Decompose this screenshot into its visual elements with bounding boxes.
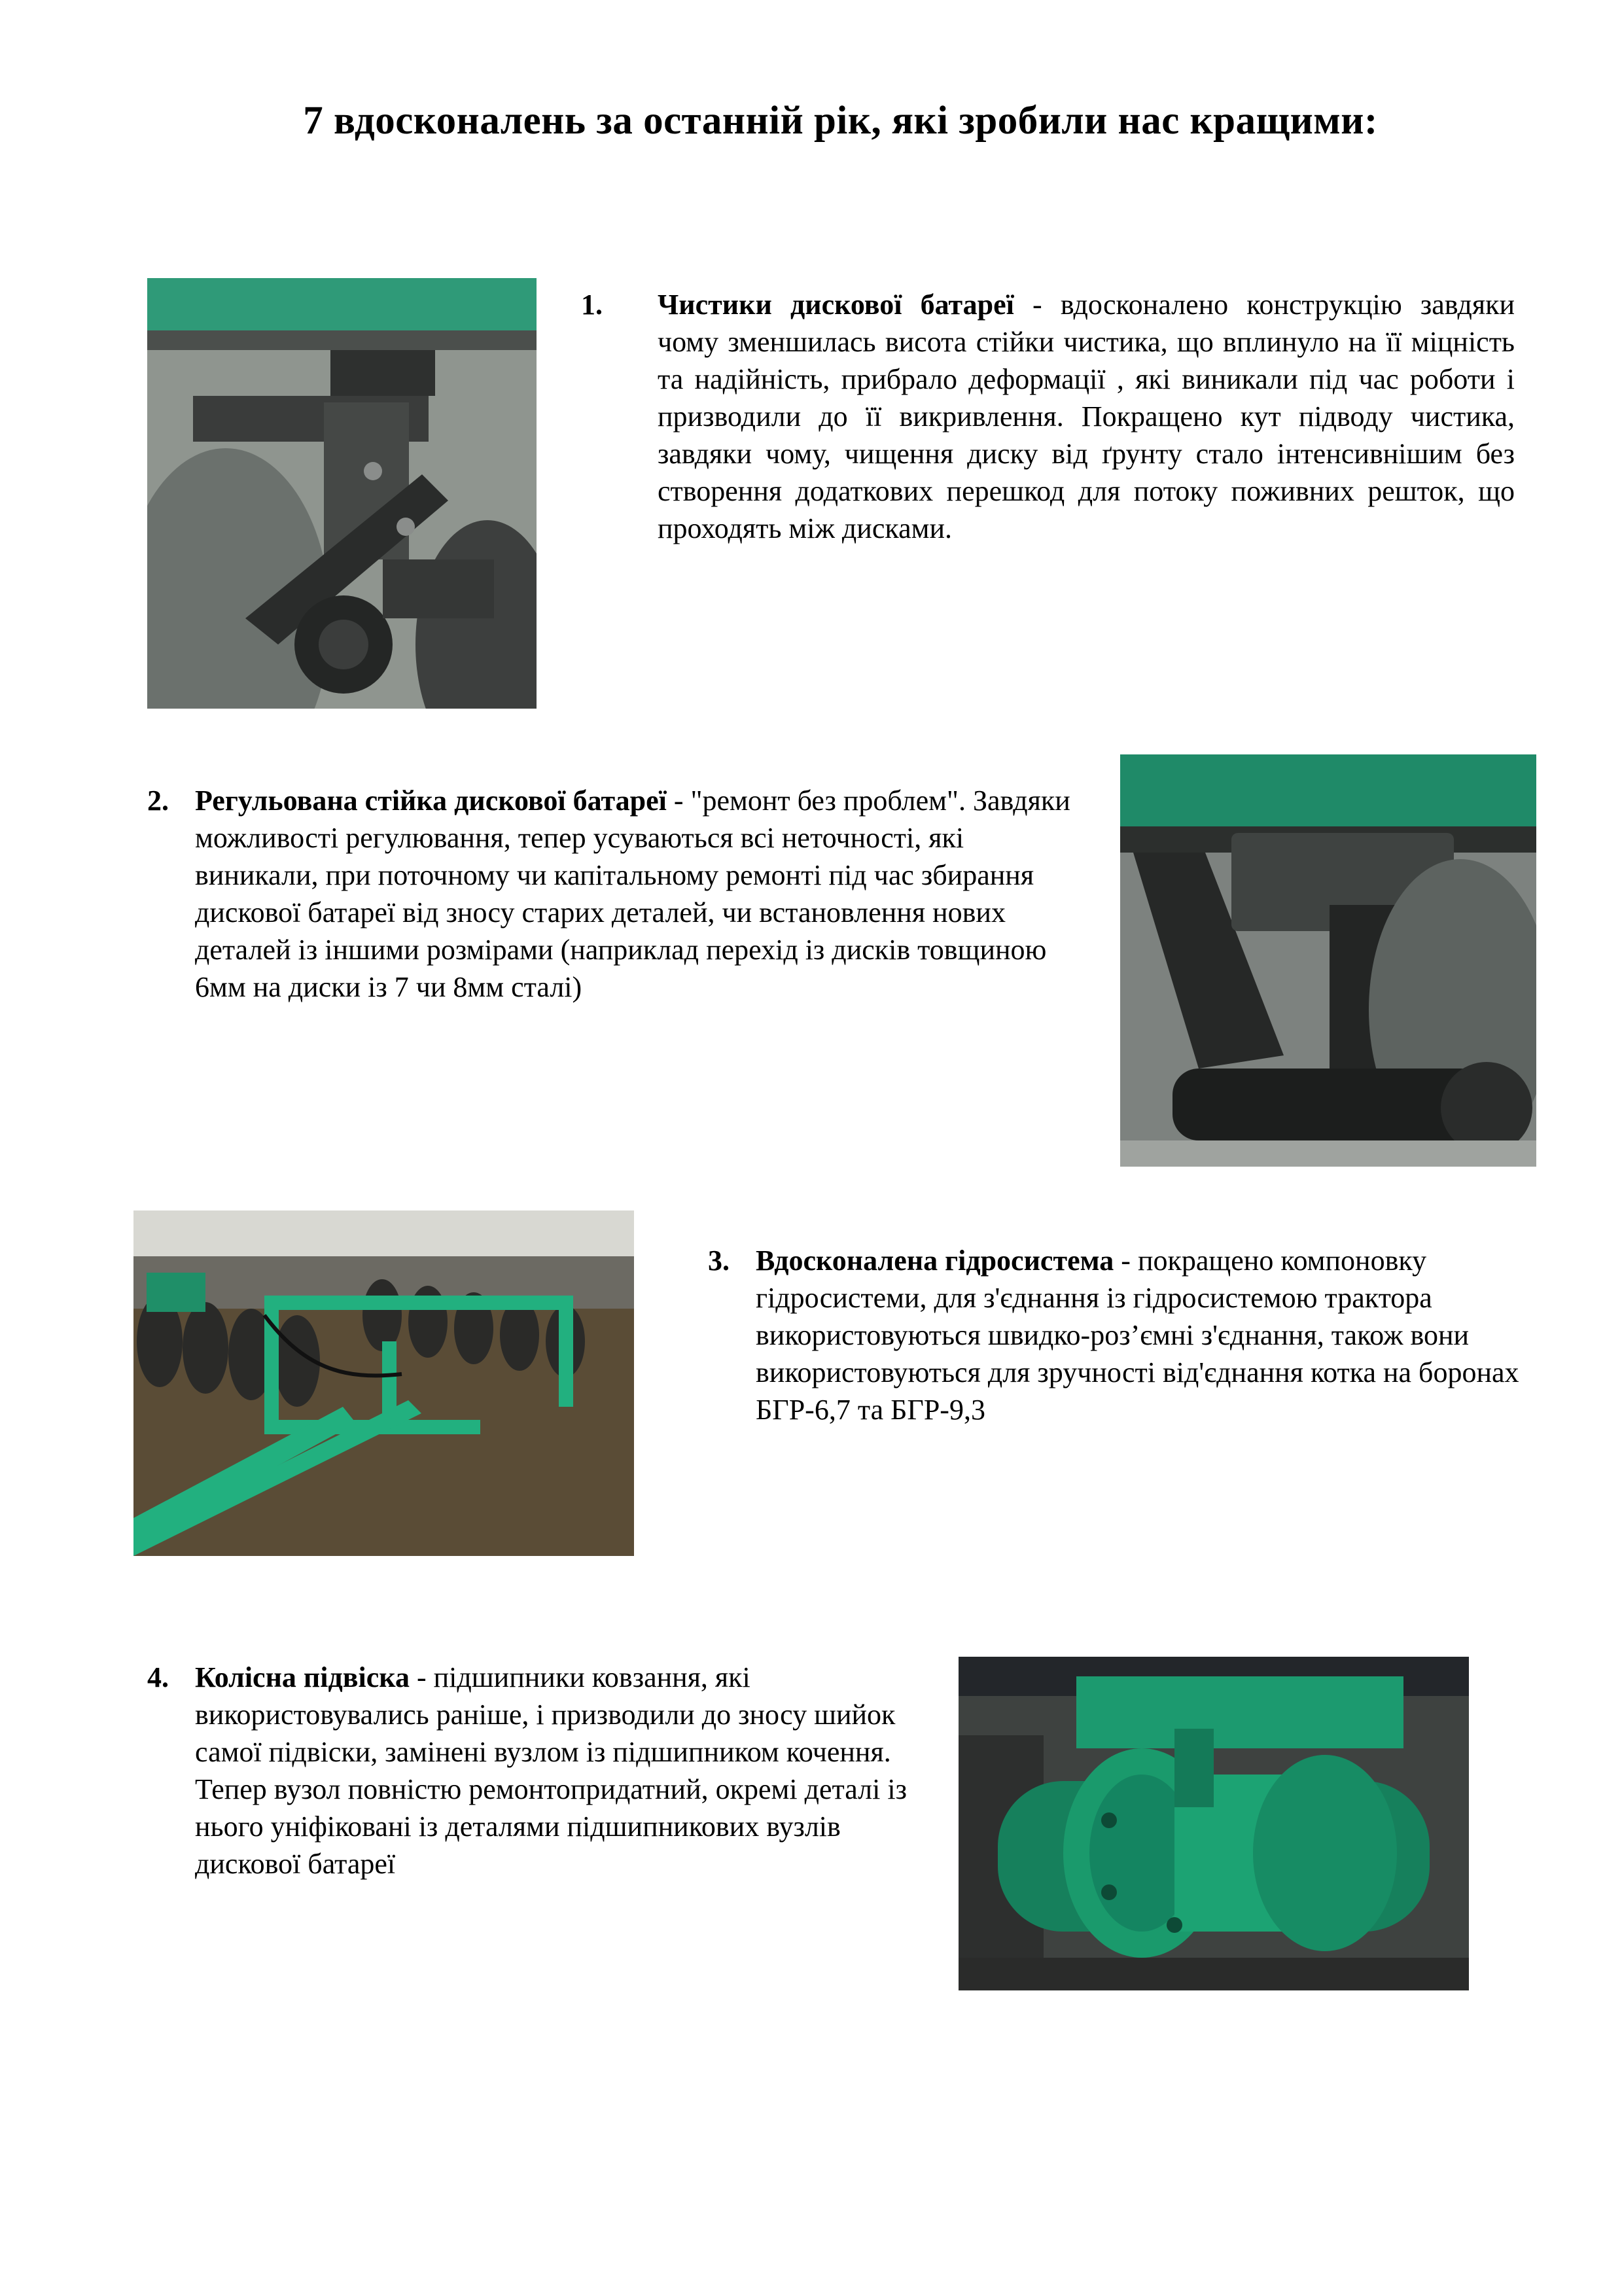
item-2-number: 2. xyxy=(147,785,169,817)
item-3-number: 3. xyxy=(708,1245,730,1277)
item-3-heading: Вдосконалена гідросистема xyxy=(756,1245,1114,1277)
page-title: 7 вдосконалень за останній рік, які зробили нас кращими: xyxy=(303,99,1378,143)
item-2-heading: Регульована стійка дискової батареї xyxy=(195,785,667,817)
item-1-number: 1. xyxy=(581,289,603,321)
item-4-number: 4. xyxy=(147,1661,169,1693)
item-2-text: Регульована стійка дискової батареї - "ремонт без проблем". Завдяки можливості регулювання, тепер усуваються всі неточності, які виникали, при поточному чи капітальному ремонті під час збирання дискової батареї від зносу старих деталей, чи встановлення нових деталей із іншими розмірами (наприклад перехід із дисків товщиною 6мм на диски із 7 чи 8мм сталі) xyxy=(195,785,1070,1003)
item-1-description: вдосконалено конструкцію завдяки чому зменшилась висота стійки чистика, що вплинуло на її міцність та надійність, прибрало деформації , які виникали під час роботи і призводили до її викривлення. Покращено кут підводу чистика, завдяки чому, чищення диску від ґрунту стало інтенсивнішим без створення додаткових перешкод для потоку поживних решток, що проходять між дисками. xyxy=(658,289,1515,544)
adjustable-stand-photo xyxy=(1120,754,1536,1167)
item-3-description: покращено компоновку гідросистеми, для з'єднання із гідросистемою трактора використовуються швидко-роз’ємні з'єднання, також вони використовуються для зручності від'єднання котка на боронах БГР-6,7 та БГР-9,3 xyxy=(756,1245,1519,1426)
item-4-heading: Колісна підвіска xyxy=(195,1661,410,1693)
disc-cleaner-photo xyxy=(147,278,537,709)
item-1-text: Чистики дискової батареї - вдосконалено конструкцію завдяки чому зменшилась висота стійки чистика, що вплинуло на її міцність та надійність, прибрало деформації , які виникали під час роботи і призводили до її викривлення. Покращено кут підводу чистика, завдяки чому, чищення диску від ґрунту стало інтенсивнішим без створення додаткових перешкод для потоку поживних решток, що проходять між дисками. xyxy=(658,289,1515,544)
item-1-heading: Чистики дискової батареї xyxy=(658,289,1014,321)
item-4-text: Колісна підвіска - підшипники ковзання, які використовувались раніше, і призводили до зносу шийок самої підвіски, замінені вузлом із підшипником кочення. Тепер вузол повністю ремонтопридатний, окремі деталі із нього уніфіковані із деталями підшипникових вузлів дискової батареї xyxy=(195,1661,907,1880)
wheel-suspension-photo xyxy=(959,1657,1469,1990)
item-4-description: підшипники ковзання, які використовувались раніше, і призводили до зносу шийок самої підвіски, замінені вузлом із підшипником кочення. Тепер вузол повністю ремонтопридатний, окремі деталі із нього уніфіковані із деталями підшипникових вузлів дискової батареї xyxy=(195,1661,907,1880)
item-2-description: "ремонт без проблем". Завдяки можливості регулювання, тепер усуваються всі неточності, які виникали, при поточному чи капітальному ремонті під час збирання дискової батареї від зносу старих деталей, чи встановлення нових деталей із іншими розмірами (наприклад перехід із дисків товщиною 6мм на диски із 7 чи 8мм сталі) xyxy=(195,785,1070,1003)
item-3-text: Вдосконалена гідросистема - покращено компоновку гідросистеми, для з'єднання із гідросистемою трактора використовуються швидко-роз’ємні з'єднання, також вони використовуються для зручності від'єднання котка на боронах БГР-6,7 та БГР-9,3 xyxy=(756,1245,1519,1426)
hydraulic-system-photo xyxy=(133,1210,634,1556)
